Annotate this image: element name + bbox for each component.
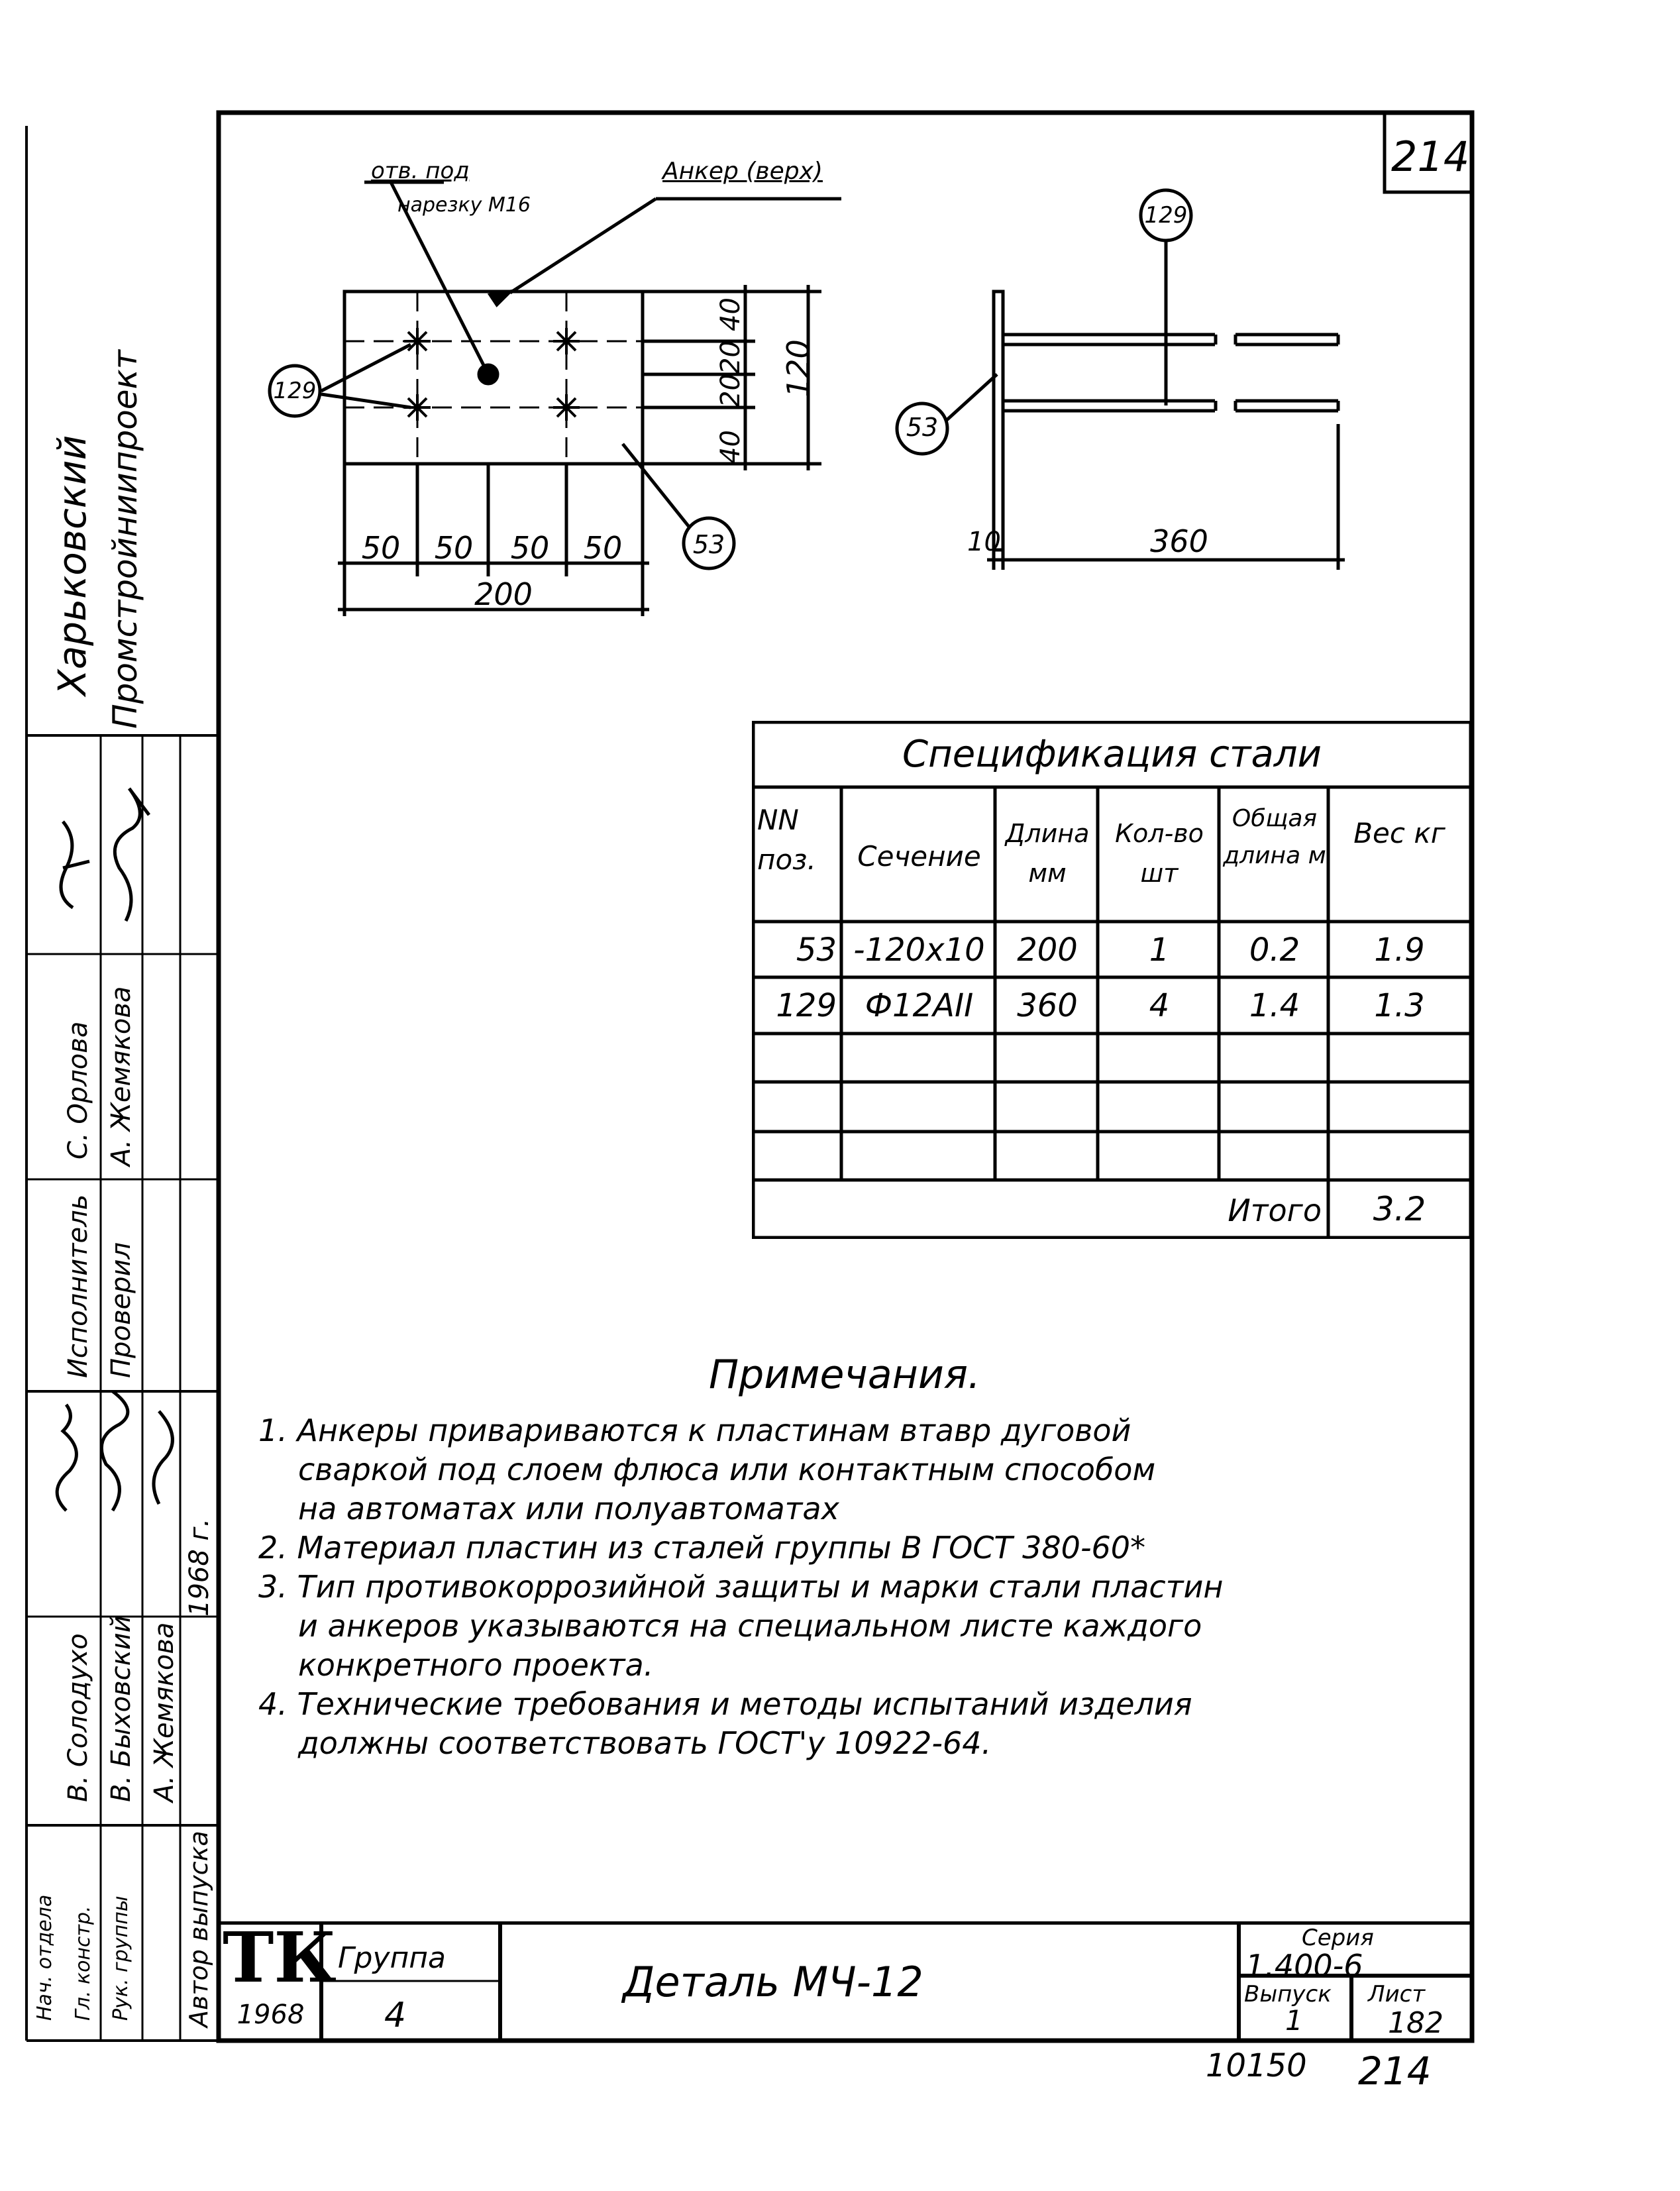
name-1: В. Солодухо xyxy=(63,1633,93,1802)
dim-v-40b: 40 xyxy=(715,430,746,464)
side-drawing xyxy=(888,172,1365,603)
org-name-line2: Промстройниипроект xyxy=(106,350,144,729)
dim-50-c: 50 xyxy=(510,530,550,566)
footer-page: 214 xyxy=(1358,2049,1432,2094)
col-header-length: Длина мм xyxy=(1005,819,1090,888)
col-header-pos: NN поз. xyxy=(757,804,816,876)
dim-v-20b: 20 xyxy=(715,374,746,407)
year-vertical: 1968 г. xyxy=(184,1518,215,1617)
note-line: 1. Анкеры привариваются к пластинам втавр дуговой xyxy=(258,1413,1131,1448)
note-line: на автоматах или полуавтоматах xyxy=(298,1491,839,1526)
spec-table xyxy=(752,721,1472,1239)
marker-129-side: 129 xyxy=(1144,202,1188,229)
spec-table-title: Спецификация стали xyxy=(902,733,1322,776)
dim-10: 10 xyxy=(967,527,1001,557)
name-3: А. Жемякова xyxy=(149,1622,180,1802)
label-hole: отв. под xyxy=(371,158,470,184)
note-line: сваркой под слоем флюса или контактным способом xyxy=(298,1452,1156,1487)
dim-360: 360 xyxy=(1150,523,1208,559)
plate-drawing xyxy=(245,152,841,656)
marker-129-plate: 129 xyxy=(273,378,317,404)
label-anchor-top: Анкер (верх) xyxy=(662,158,823,185)
dim-v-40a: 40 xyxy=(715,297,746,331)
dim-50-a: 50 xyxy=(361,530,401,566)
table-cell: 4 xyxy=(1149,987,1170,1024)
table-cell: 1.9 xyxy=(1374,932,1425,969)
series-value: 1.400-6 xyxy=(1245,1948,1363,1984)
note-line: и анкеров указываются на специальном листе каждого xyxy=(298,1608,1202,1644)
table-cell: 53 xyxy=(796,932,837,969)
col-header-qty: Кол-во шт xyxy=(1115,819,1204,888)
table-cell: Ф12АII xyxy=(865,987,974,1024)
table-cell: 360 xyxy=(1017,987,1078,1024)
checked-name: А. Жемякова xyxy=(106,986,136,1166)
notes-title: Примечания. xyxy=(709,1352,980,1398)
label-hole-thread: нарезку М16 xyxy=(397,193,531,217)
marker-53-plate: 53 xyxy=(692,530,725,559)
table-cell: -120x10 xyxy=(853,932,985,969)
issue-label: Выпуск xyxy=(1244,1981,1332,2007)
table-cell: 0.2 xyxy=(1249,932,1300,969)
table-cell: 129 xyxy=(776,987,837,1024)
executor-label: Исполнитель xyxy=(63,1194,93,1378)
tk-logo: ТК xyxy=(223,1917,337,1998)
checked-label: Проверил xyxy=(106,1242,136,1378)
dim-50-d: 50 xyxy=(583,530,623,566)
dept-head-label: Нач. отдела xyxy=(33,1894,56,2021)
detail-title: Деталь МЧ-12 xyxy=(623,1958,923,2006)
table-cell: 1.4 xyxy=(1249,987,1300,1024)
name-2: В. Быховский xyxy=(106,1615,136,1802)
col-header-total-length: Общая длина м xyxy=(1223,805,1326,869)
author-label: Автор выпуска xyxy=(184,1831,213,2027)
note-line: 3. Тип противокоррозийной защиты и марки стали пластин xyxy=(258,1569,1224,1605)
table-cell: 200 xyxy=(1017,932,1078,969)
footer-code: 10150 xyxy=(1206,2047,1307,2084)
series-label: Серия xyxy=(1302,1925,1374,1951)
col-header-weight: Вес кг xyxy=(1353,817,1445,849)
total-label: Итого xyxy=(1228,1193,1322,1228)
note-line: конкретного проекта. xyxy=(298,1647,654,1683)
gip-label: Гл. констр. xyxy=(72,1905,95,2021)
note-line: 4. Технические требования и методы испытаний изделия xyxy=(258,1686,1192,1722)
title-year: 1968 xyxy=(236,2000,305,2030)
dim-v-120: 120 xyxy=(780,339,816,398)
note-line: 2. Материал пластин из сталей группы В ГОСТ 380-60* xyxy=(258,1530,1146,1566)
group-head-label: Рук. группы xyxy=(109,1896,132,2021)
dim-50-b: 50 xyxy=(434,530,474,566)
notes-body xyxy=(258,1411,1451,1763)
spec-table-grid xyxy=(752,721,1472,1239)
table-cell: 1 xyxy=(1149,932,1170,969)
dim-v-20a: 20 xyxy=(715,341,746,374)
marker-53-side: 53 xyxy=(906,413,939,442)
org-name-line1: Харьковский xyxy=(50,435,95,696)
group-label: Группа xyxy=(338,1941,446,1975)
col-header-section: Сечение xyxy=(857,840,981,873)
sheet-corner-number: 214 xyxy=(1391,133,1470,181)
total-value: 3.2 xyxy=(1373,1190,1426,1228)
table-cell: 1.3 xyxy=(1374,987,1425,1024)
issue-value: 1 xyxy=(1285,2004,1303,2037)
sheet-value: 182 xyxy=(1388,2006,1444,2040)
sheet-label: Лист xyxy=(1368,1981,1426,2007)
note-line: должны соответствовать ГОСТ'у 10922-64. xyxy=(298,1725,992,1761)
group-value: 4 xyxy=(384,1996,407,2035)
executor-name: С. Орлова xyxy=(63,1021,93,1159)
dim-200: 200 xyxy=(474,576,533,612)
